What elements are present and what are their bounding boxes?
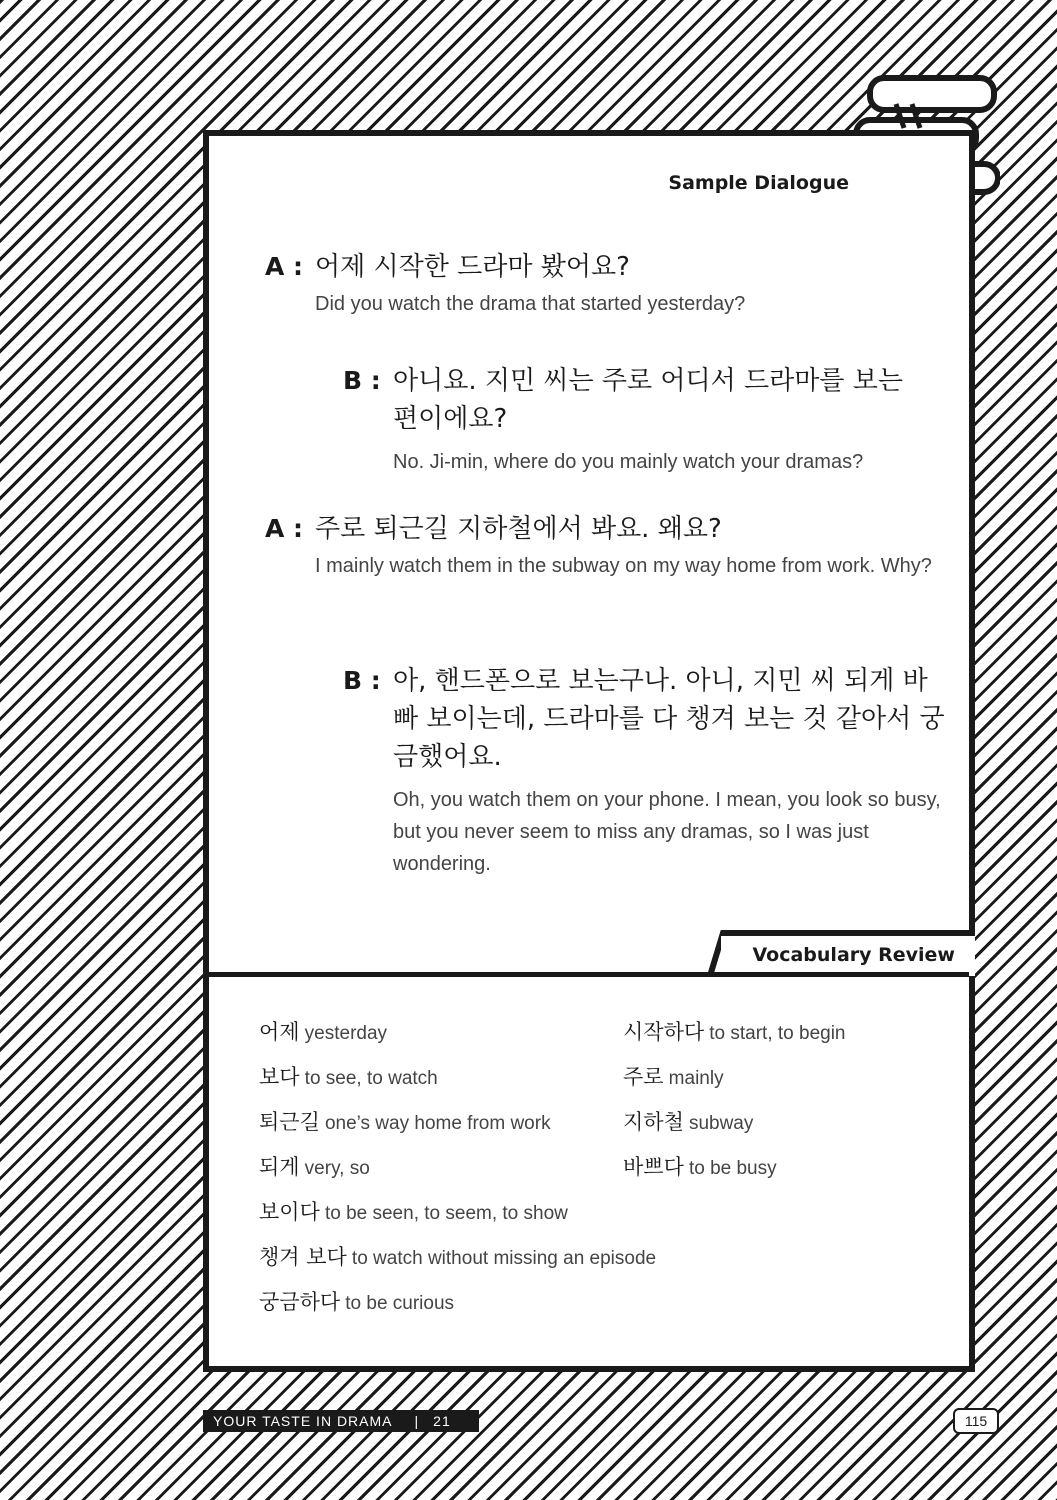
vocab-item <box>259 1286 454 1316</box>
vocabulary-review-title: Vocabulary Review <box>752 944 955 966</box>
vocab-korean: 되게 <box>259 1155 300 1179</box>
dialogue-line-a1 <box>265 248 925 320</box>
speaker-label: B : <box>343 666 381 695</box>
vocab-item <box>623 1151 777 1181</box>
speaker-label: B : <box>343 366 381 395</box>
vocab-item <box>259 1016 387 1046</box>
vocab-english: to be curious <box>345 1293 455 1314</box>
vocab-english: subway <box>688 1113 754 1134</box>
english-translation: Oh, you watch them on your phone. I mean, you look so busy, but you never seem to miss any dramas, so I was just wondering. <box>393 789 941 875</box>
vocab-english: to start, to begin <box>709 1023 846 1044</box>
vocab-item <box>259 1061 438 1091</box>
vocab-korean: 보다 <box>259 1065 300 1089</box>
footer-separator: | <box>414 1413 420 1429</box>
vocab-item <box>623 1106 753 1136</box>
footer-running-head <box>203 1410 479 1432</box>
vocab-korean: 시작하다 <box>623 1020 705 1044</box>
vocab-korean: 주로 <box>623 1065 664 1089</box>
korean-line: 어제 시작한 드라마 봤어요? <box>315 252 630 282</box>
vocab-korean: 궁금하다 <box>259 1290 341 1314</box>
vocab-english: one’s way home from work <box>324 1113 551 1134</box>
vocab-item <box>259 1151 370 1181</box>
vocab-english: very, so <box>304 1158 370 1179</box>
vocab-english: to watch without missing an episode <box>351 1248 657 1269</box>
speaker-label: A : <box>265 252 304 281</box>
dialogue-line-a2 <box>265 510 945 582</box>
vocab-item <box>259 1106 551 1136</box>
english-translation: No. Ji-min, where do you mainly watch your dramas? <box>393 451 864 473</box>
korean-line: 아, 핸드폰으로 보는구나. 아니, 지민 씨 되게 바빠 보이는데, 드라마를 다 챙겨 보는 것 같아서 궁금했어요. <box>393 666 945 772</box>
book-title: YOUR TASTE IN DRAMA <box>213 1413 393 1429</box>
chapter-number: 21 <box>433 1413 451 1429</box>
vocab-item <box>623 1061 724 1091</box>
vocab-korean: 챙겨 보다 <box>259 1245 347 1269</box>
dialogue-line-b1 <box>343 362 943 478</box>
vocab-english: mainly <box>668 1068 724 1089</box>
page-number: 115 <box>953 1408 999 1434</box>
section-divider <box>209 972 969 977</box>
vocab-korean: 퇴근길 <box>259 1110 320 1134</box>
vocab-korean: 지하철 <box>623 1110 684 1134</box>
english-translation: I mainly watch them in the subway on my way home from work. Why? <box>315 555 932 577</box>
vocab-korean: 바쁘다 <box>623 1155 684 1179</box>
vocab-korean: 보이다 <box>259 1200 320 1224</box>
vocab-english: to see, to watch <box>304 1068 438 1089</box>
vocab-item <box>259 1241 656 1271</box>
vocab-item <box>259 1196 568 1226</box>
english-translation: Did you watch the drama that started yesterday? <box>315 293 746 315</box>
speaker-label: A : <box>265 514 304 543</box>
korean-line: 주로 퇴근길 지하철에서 봐요. 왜요? <box>315 514 722 544</box>
dialogue-card <box>203 130 975 1372</box>
dialogue-line-b2 <box>343 662 953 880</box>
vocab-korean: 어제 <box>259 1020 300 1044</box>
vocab-english: yesterday <box>304 1023 388 1044</box>
vocab-english: to be busy <box>688 1158 777 1179</box>
vocab-item <box>623 1016 846 1046</box>
vocab-english: to be seen, to seem, to show <box>324 1203 568 1224</box>
korean-line: 아니요. 지민 씨는 주로 어디서 드라마를 보는 편이에요? <box>393 366 903 434</box>
sample-dialogue-title: Sample Dialogue <box>668 172 849 194</box>
